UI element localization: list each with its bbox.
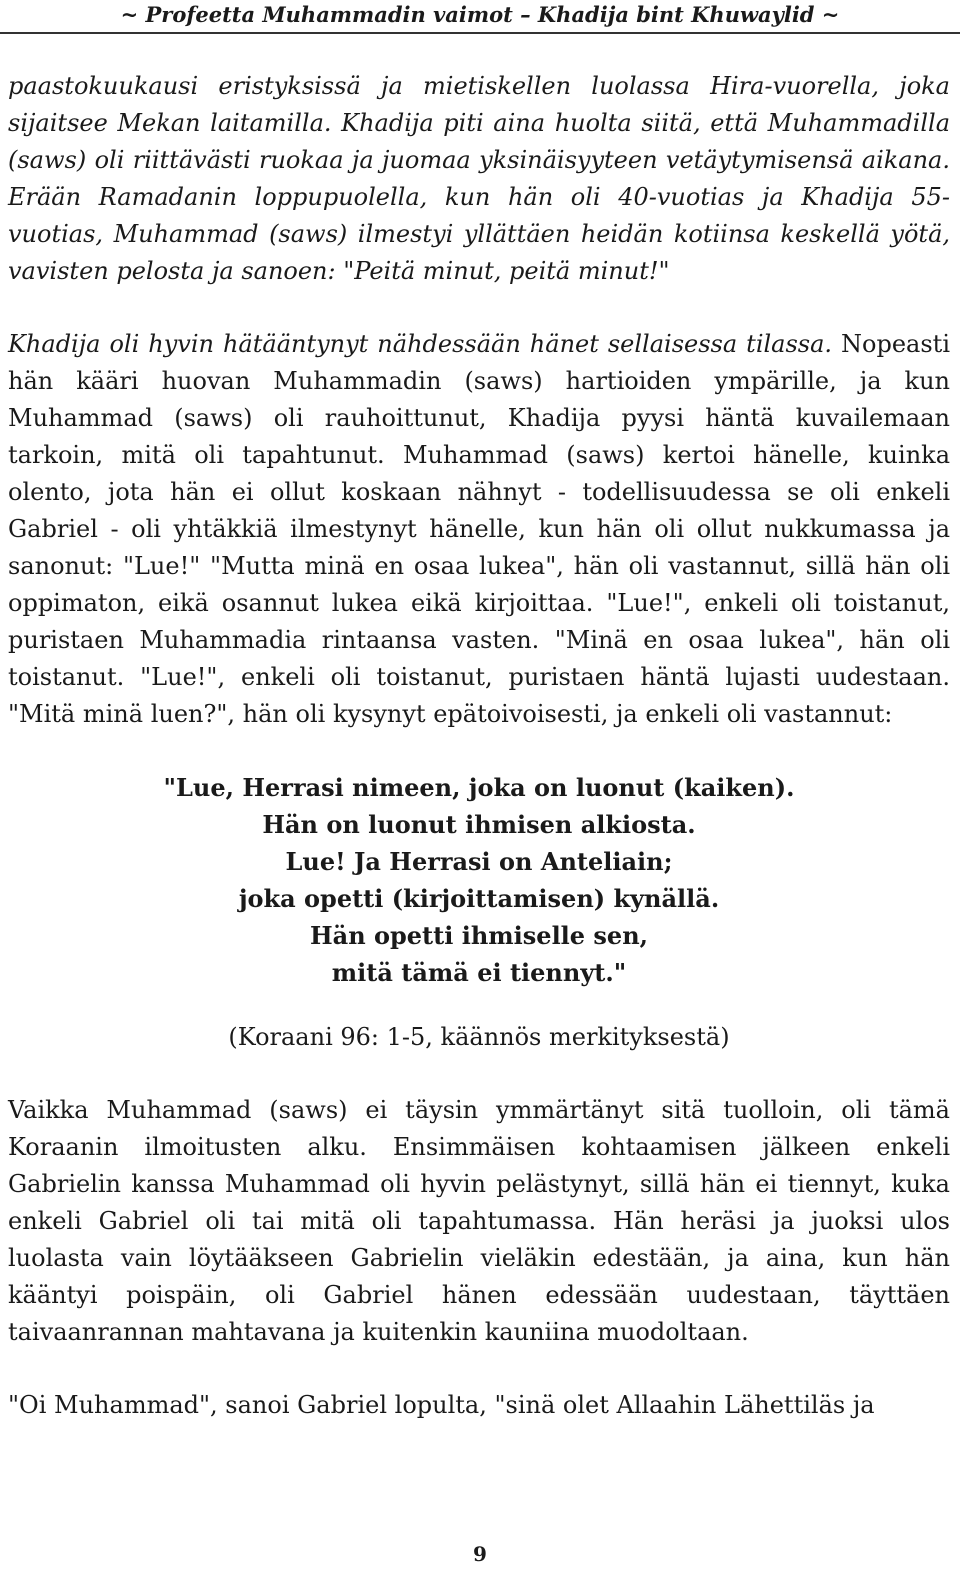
paragraph-4-text: "Oi Muhammad", sanoi Gabriel lopulta, "sinä olet Allaahin Lähettiläs ja <box>8 1391 875 1419</box>
paragraph-1 <box>8 68 950 290</box>
page-number: 9 <box>473 1542 487 1566</box>
header-title: ~ Profeetta Muhammadin vaimot – Khadija bint Khuwaylid ~ <box>120 2 840 27</box>
paragraph-3-text: Vaikka Muhammad (saws) ei täysin ymmärtänyt sitä tuolloin, oli tämä Koraanin ilmoitusten alku. Ensimmäisen kohtaamisen jälkeen enkeli Gabrielin kanssa Muhammad oli hyvin pelästynyt, sillä hän ei tiennyt, kuka enkeli Gabriel oli tai mitä oli tapahtumassa. Hän heräsi ja juoksi ulos luolasta vain löytääkseen Gabrielin vieläkin edestään, ja aina, kun hän kääntyi poispäin, oli Gabriel hänen edessään uudestaan, täyttäen taivaanrannan mahtavana ja kuitenkin kauniina muodoltaan. <box>8 1096 950 1346</box>
quote-line: mitä tämä ei tiennyt." <box>331 958 627 987</box>
paragraph-1-italic-text: paastokuukausi eristyksissä ja mietiskellen luolassa Hira-vuorella, joka sijaitsee Mekan laitamilla. Khadija piti aina huolta siitä, että Muhammadilla (saws) oli riittävästi ruokaa ja juomaa yksinäisyyteen vetäytymisensä aikana. <box>8 72 950 174</box>
quote-line: Hän opetti ihmiselle sen, <box>309 921 649 950</box>
quote-line: Lue! Ja Herrasi on Anteliain; <box>285 847 673 876</box>
quote-line: Hän on luonut ihmisen alkiosta. <box>262 810 696 839</box>
quote-citation: (Koraani 96: 1-5, käännös merkityksestä) <box>228 1023 730 1051</box>
paragraph-2-italic-text: Khadija oli hyvin hätääntynyt nähdessään hänet sellaisessa tilassa. <box>8 330 833 358</box>
paragraph-2 <box>8 326 950 733</box>
quote-line: joka opetti (kirjoittamisen) kynällä. <box>238 884 720 913</box>
page-content <box>8 68 950 1424</box>
paragraph-3 <box>8 1092 950 1351</box>
quran-quote <box>8 769 950 991</box>
paragraph-2-text: Nopeasti hän kääri huovan Muhammadin (saws) hartioiden ympärille, ja kun Muhammad (saws) oli rauhoittunut, Khadija pyysi häntä kuvailemaan tarkoin, mitä oli tapahtunut. Muhammad (saws) kertoi hänelle, kuinka olento, jota hän ei ollut koskaan nähnyt - todellisuudessa se oli enkeli Gabriel - oli yhtäkkiä ilmestynyt hänelle, kun hän oli ollut nukkumassa ja sanonut: "Lue!" "Mutta minä en osaa lukea", hän oli vastannut, sillä hän oli oppimaton, eikä osannut lukea eikä kirjoittaa. "Lue!", enkeli oli toistanut, puristaen Muhammadia rintaansa vasten. "Minä en osaa lukea", hän oli toistanut. "Lue!", enkeli oli toistanut, puristaen häntä lujasti uudestaan. "Mitä minä luen?", hän oli kysynyt epätoivoisesti, ja enkeli oli vastannut: <box>8 330 950 728</box>
page-header <box>0 0 960 34</box>
paragraph-1-text: Erään Ramadanin loppupuolella, kun hän oli 40-vuotias ja Khadija 55-vuotias, Muhammad (saws) ilmestyi yllättäen heidän kotiinsa keskellä yötä, vavisten pelosta ja sanoen: "Peitä minut, peitä minut!" <box>8 183 950 285</box>
quote-line: "Lue, Herrasi nimeen, joka on luonut (kaiken). <box>163 773 795 802</box>
paragraph-4 <box>8 1387 950 1424</box>
